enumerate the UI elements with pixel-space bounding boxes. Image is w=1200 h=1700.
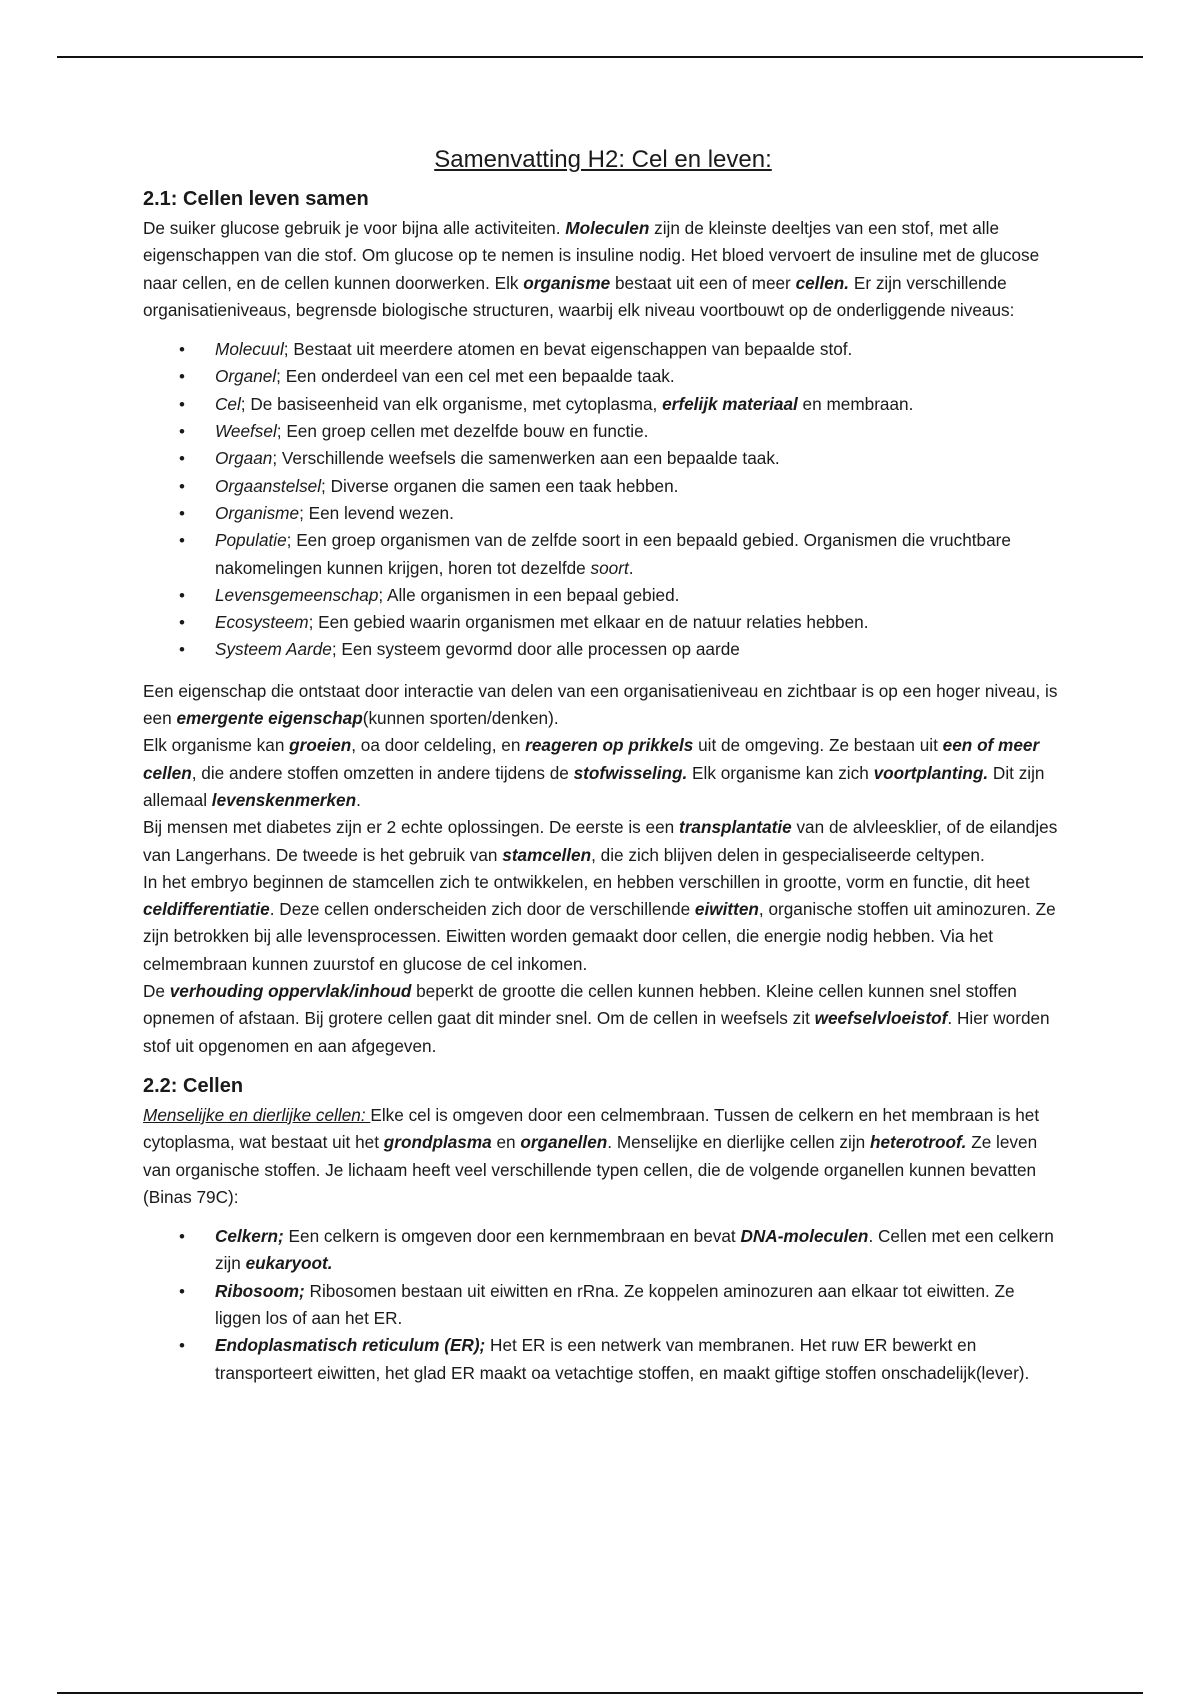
text-run: De (143, 981, 170, 1002)
text-run: Ribosomen bestaan uit eiwitten en rRna. Ze koppelen aminozuren aan elkaar tot eiwitten. Ze liggen los of aan het ER. (215, 1280, 1015, 1328)
text-run: . (628, 557, 634, 578)
text-run: Elke cel is omgeven door een celmembraan. Tussen de celkern en het membraan is het cytoplasma, wat bestaat uit het (143, 1104, 1040, 1153)
text-run: Organel (215, 366, 277, 387)
section-intro (143, 1102, 1063, 1211)
section-paragraphs (143, 678, 1063, 1060)
paragraph (143, 978, 1063, 1060)
text-run: Een celkern is omgeven door een kernmembraan en bevat (283, 1226, 741, 1247)
list-item (215, 500, 1063, 527)
text-run: , oa door celdeling, en (351, 735, 526, 756)
text-run: Elk organisme kan zich (687, 762, 874, 783)
list-item (215, 527, 1063, 582)
text-run: weefselvloeistof (814, 1008, 948, 1029)
text-run: Endoplasmatisch reticulum (ER); (215, 1335, 486, 1356)
bullet-list (143, 1223, 1063, 1387)
text-run: (kunnen sporten/denken). (362, 708, 559, 729)
text-run: . Menselijke en dierlijke cellen zijn (607, 1132, 870, 1153)
text-run: voortplanting. (873, 762, 989, 783)
text-run: organellen (520, 1132, 608, 1153)
text-run: Molecuul (215, 339, 284, 360)
list-item (215, 473, 1063, 500)
text-run: ; Een levend wezen. (299, 502, 454, 523)
text-run: van de alvleesklier, of de eilandjes van Langerhans. De tweede is het gebruik van (143, 817, 1058, 865)
list-item (215, 445, 1063, 472)
list-item (215, 609, 1063, 636)
document-body (143, 140, 1063, 1401)
text-run: ; Een systeem gevormd door alle processen op aarde (331, 639, 740, 660)
text-run: Celkern; (215, 1226, 284, 1247)
text-run: Orgaanstelsel (215, 475, 322, 496)
text-run: Menselijke en dierlijke cellen: (143, 1104, 371, 1125)
text-run: Ribosoom; (215, 1280, 305, 1301)
text-run: ; Een onderdeel van een cel met een bepaalde taak. (276, 366, 675, 387)
document-title: Samenvatting H2: Cel en leven: (434, 146, 772, 173)
list-item (215, 363, 1063, 390)
text-run: Moleculen (565, 218, 650, 238)
text-run: . Hier worden stof uit opgenomen en aan afgegeven. (143, 1008, 1050, 1056)
text-run: eiwitten (694, 899, 759, 920)
text-run: Er zijn verschillende organisatieniveaus, begrensde biologische structuren, waarbij elk niveau voortbouwt op de onderliggende niveaus: (143, 272, 1015, 320)
header-rule (57, 56, 1143, 58)
text-run: een of meer cellen (143, 735, 1040, 783)
text-run: heterotroof. (870, 1132, 967, 1153)
text-run: DNA-moleculen (740, 1226, 869, 1247)
text-run: Ze leven van organische stoffen. Je lichaam heeft veel verschillende typen cellen, die de volgende organellen kunnen bevatten (Binas 79C): (143, 1132, 1038, 1207)
text-run: De suiker glucose gebruik je voor bijna alle activiteiten. (143, 218, 566, 238)
text-run: . Cellen met een celkern zijn (215, 1226, 1054, 1274)
text-run: bestaat uit een of meer (610, 272, 796, 293)
list-item (215, 582, 1063, 609)
text-run: Cel (215, 393, 241, 414)
text-run: . Deze cellen onderscheiden zich door de verschillende (269, 899, 695, 920)
text-run: Systeem Aarde (215, 639, 332, 660)
paragraph (143, 869, 1063, 978)
text-run: cellen. (795, 272, 850, 293)
text-run: , organische stoffen uit aminozuren. Ze zijn betrokken bij alle levensprocessen. Eiwitten worden gemaakt door cellen, die energie nodig hebben. Via het celmembraan kunnen zuurstof en glucose de cel inkomen. (143, 899, 1056, 974)
text-run: Populatie (215, 530, 287, 551)
list-item (215, 1278, 1063, 1333)
text-run: zijn de kleinste deeltjes van een stof, met alle eigenschappen van die stof. Om glucose op te nemen is insuline nodig. Het bloed vervoert de insuline met de glucose naar cellen, en de cellen kunnen doorwerken. Elk (143, 218, 1040, 293)
text-run: reageren op prikkels (525, 735, 694, 756)
text-run: eukaryoot. (245, 1253, 333, 1274)
text-run: Elk organisme kan (143, 735, 290, 756)
text-run: ; Een groep cellen met dezelfde bouw en functie. (276, 421, 649, 442)
text-run: Weefsel (215, 421, 277, 442)
text-run: en membraan. (797, 393, 914, 414)
text-run: Het ER is een netwerk van membranen. Het ruw ER bewerkt en transporteert eiwitten, het glad ER maakt oa vetachtige stoffen, en maakt giftige stoffen onschadelijk(lever). (215, 1335, 1030, 1383)
text-run: ; Bestaat uit meerdere atomen en bevat eigenschappen van bepaalde stof. (283, 339, 853, 360)
text-run: Ecosysteem (215, 612, 309, 633)
text-run: , die andere stoffen omzetten in andere tijdens de (191, 762, 574, 783)
text-run: Levensgemeenschap (215, 584, 379, 605)
text-run: In het embryo beginnen de stamcellen zich te ontwikkelen, en hebben verschillen in grootte, vorm en functie, dit heet (143, 871, 1030, 892)
text-run: ; Diverse organen die samen een taak hebben. (321, 475, 679, 496)
text-run: Bij mensen met diabetes zijn er 2 echte oplossingen. De eerste is een (143, 817, 679, 838)
text-run: stofwisseling. (573, 762, 688, 783)
text-run: ; Een gebied waarin organismen met elkaar en de natuur relaties hebben. (308, 612, 869, 633)
list-item (215, 336, 1063, 363)
text-run: uit de omgeving. Ze bestaan uit (693, 735, 943, 756)
text-run: Orgaan (215, 448, 273, 469)
text-run: celdifferentiatie (143, 899, 270, 920)
text-run: levenskenmerken (211, 789, 357, 810)
text-run: ; Een groep organismen van de zelfde soort in een bepaald gebied. Organismen die vruchtbare nakomelingen kunnen krijgen, horen tot dezelfde (215, 530, 1011, 578)
text-run: ; Verschillende weefsels die samenwerken aan een bepaalde taak. (272, 448, 780, 469)
text-run: emergente eigenschap (176, 708, 363, 729)
text-run: en (491, 1132, 521, 1153)
list-item (215, 1332, 1063, 1387)
list-item (215, 1223, 1063, 1278)
paragraph (143, 732, 1063, 814)
list-item (215, 418, 1063, 445)
section-heading: 2.2: Cellen (143, 1074, 244, 1097)
text-run: ; Alle organismen in een bepaal gebied. (378, 584, 680, 605)
text-run: groeien (289, 735, 352, 756)
footer-rule (57, 1692, 1143, 1694)
text-run: grondplasma (383, 1132, 492, 1153)
section-heading: 2.1: Cellen leven samen (143, 188, 369, 210)
text-run: Organisme (215, 502, 300, 523)
paragraph (143, 678, 1063, 733)
text-run: soort (590, 557, 629, 578)
text-run: , die zich blijven delen in gespecialiseerde celtypen. (591, 844, 985, 865)
text-run: verhouding oppervlak/inhoud (169, 981, 412, 1002)
text-run: stamcellen (502, 844, 592, 865)
text-run: . (356, 789, 361, 810)
text-run: beperkt de grootte die cellen kunnen hebben. Kleine cellen kunnen snel stoffen opnemen of afstaan. Bij grotere cellen gaat dit minder snel. Om de cellen in weefsels zit (143, 981, 1017, 1029)
text-run: ; De basiseenheid van elk organisme, met cytoplasma, (240, 393, 663, 414)
text-run: erfelijk materiaal (662, 393, 798, 414)
list-item (215, 391, 1063, 418)
text-run: transplantatie (678, 817, 792, 838)
list-item (215, 636, 1063, 663)
bullet-list (143, 336, 1063, 664)
text-run: Dit zijn allemaal (143, 762, 1045, 810)
text-run: Een eigenschap die ontstaat door interactie van delen van een organisatieniveau en zichtbaar is op een hoger niveau, is een (143, 680, 1058, 729)
section-intro (143, 215, 1063, 324)
paragraph (143, 814, 1063, 869)
text-run: organisme (523, 272, 611, 293)
